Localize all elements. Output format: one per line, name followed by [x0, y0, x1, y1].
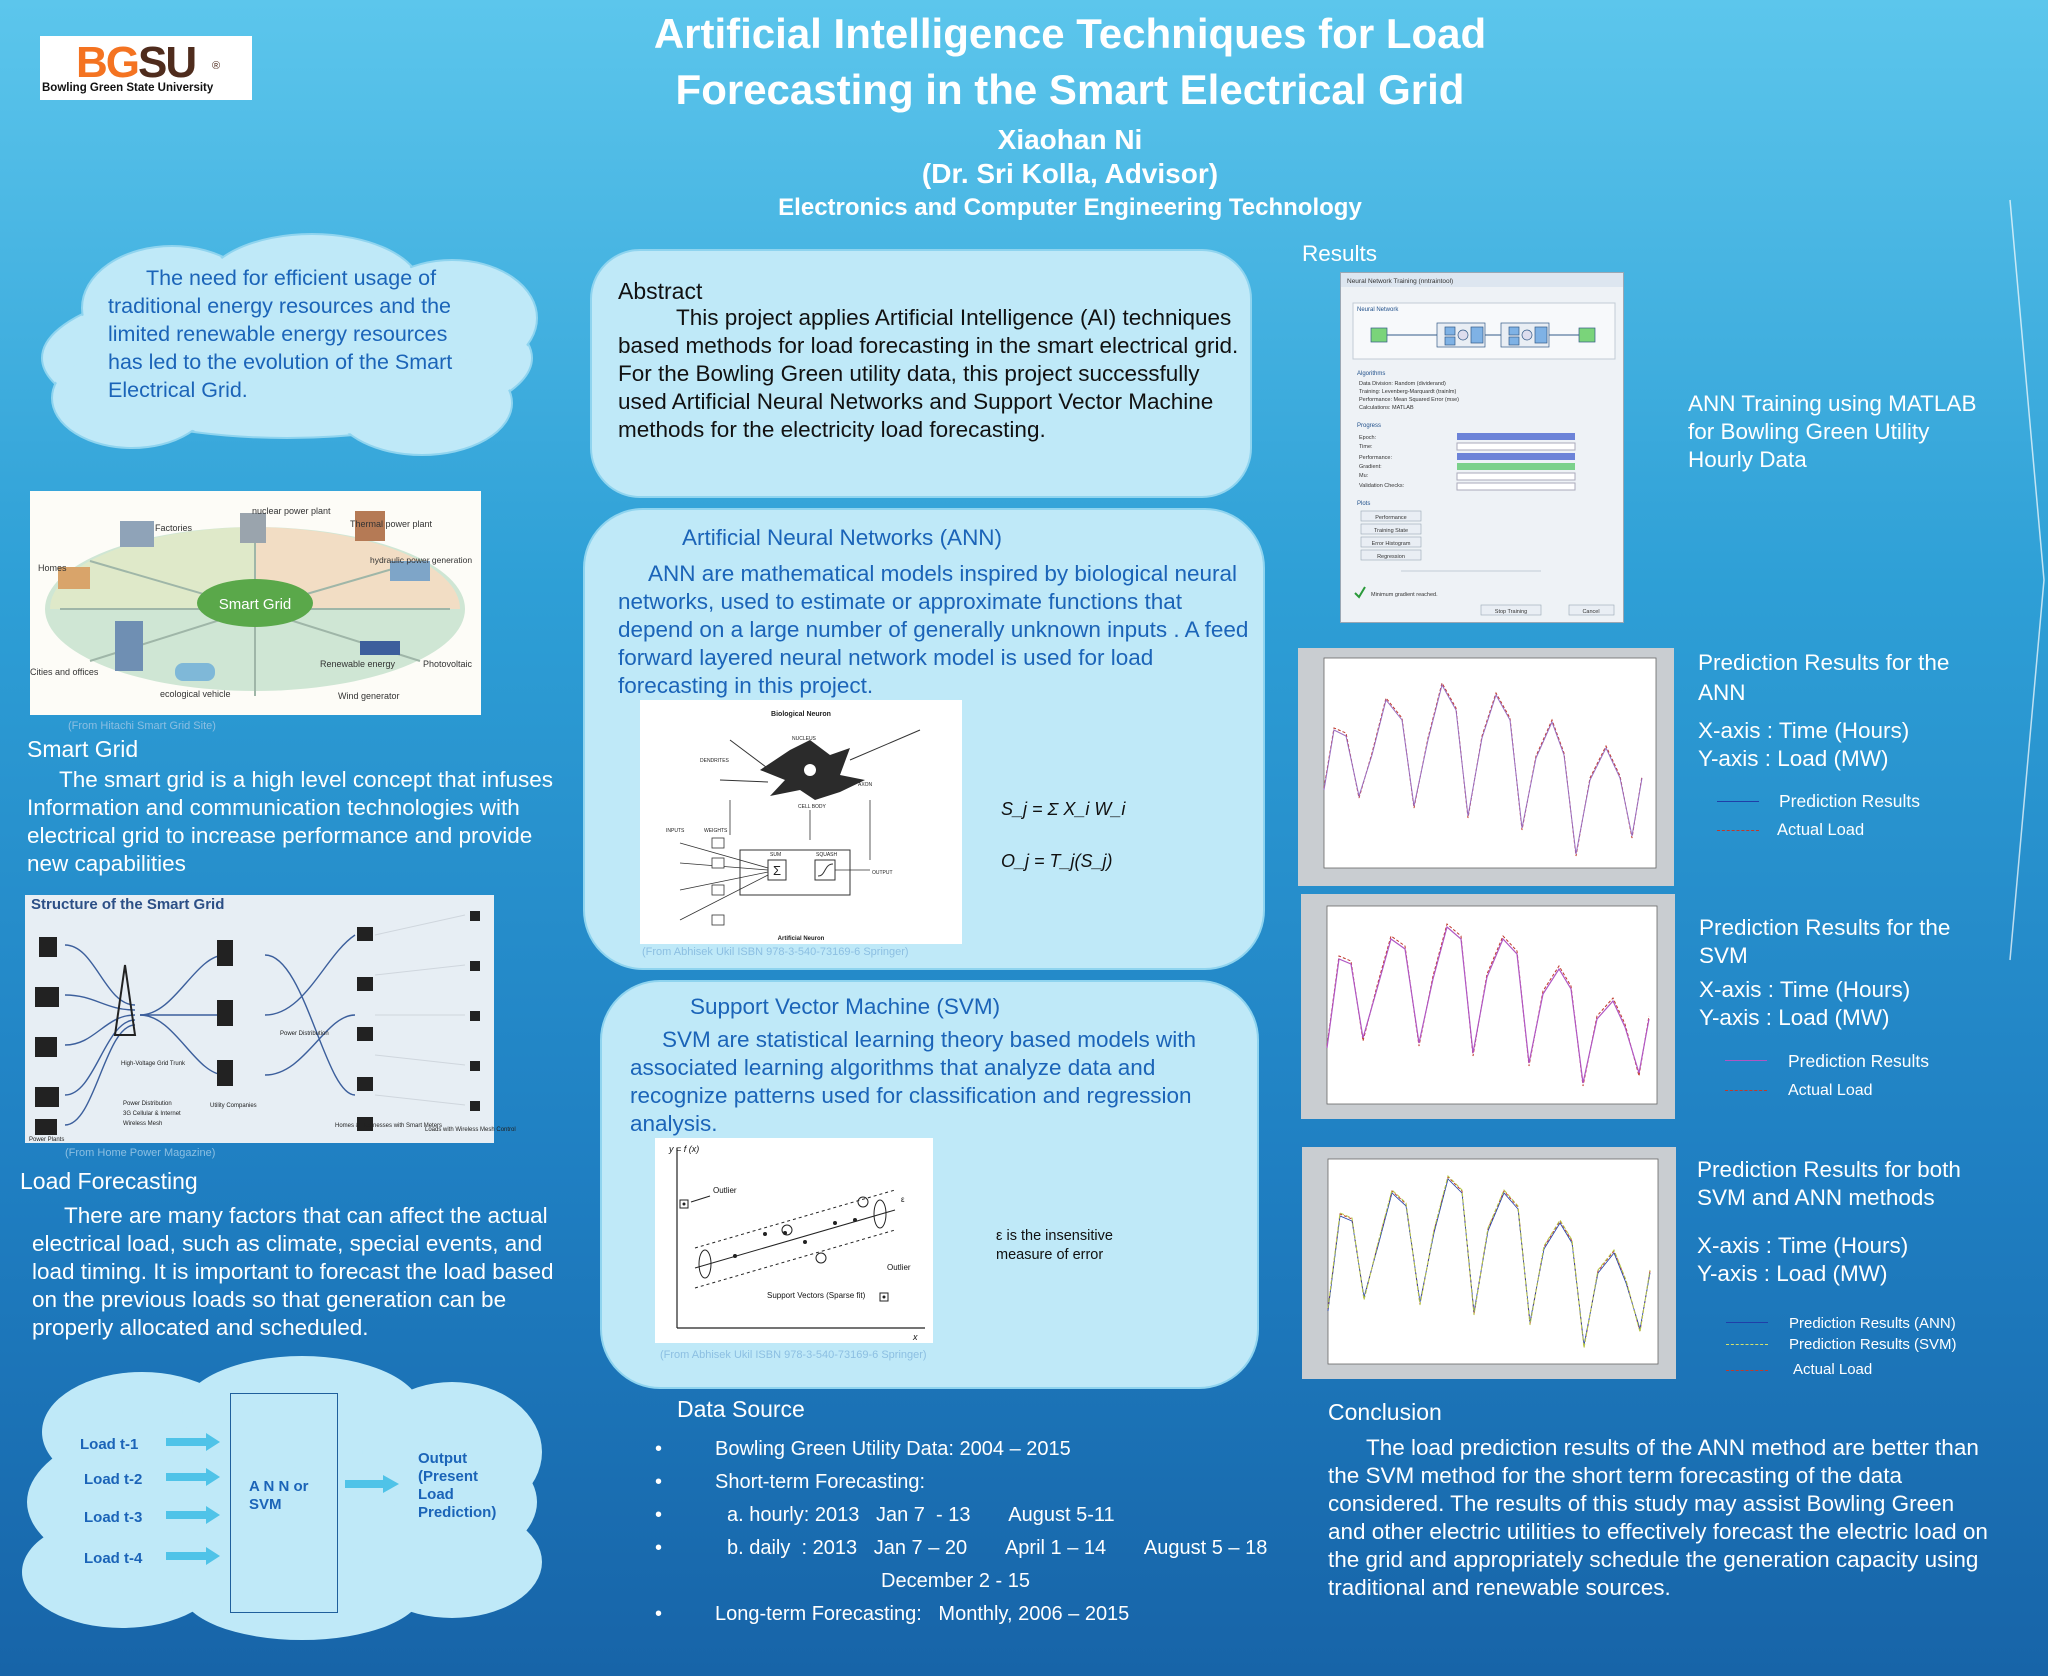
both-legend-ann-label: Prediction Results (ANN) — [1789, 1315, 1956, 1332]
svg-text:ε: ε — [901, 1195, 905, 1204]
svg-text:Wireless Mesh: Wireless Mesh — [123, 1121, 163, 1127]
svg-text:CELL BODY: CELL BODY — [798, 804, 826, 810]
svm-plot-yaxis: Y-axis : Load (MW) — [1699, 1005, 1890, 1030]
svm-epsilon-note: ε is the insensitive measure of error — [996, 1228, 1113, 1263]
svm-figure-caption: (From Abhisek Ukil ISBN 978-3-540-73169-6 Springer) — [660, 1349, 927, 1361]
input-label-1: Load t-1 — [80, 1436, 139, 1453]
structure-illustration — [25, 895, 516, 1143]
svg-text:Plots: Plots — [1357, 501, 1371, 507]
svg-text:Homes & Businesses with Smart: Homes & Businesses with Smart Meters — [335, 1123, 443, 1129]
svg-text:Biological Neuron: Biological Neuron — [771, 711, 831, 718]
data-source-item: December 2 - 15 — [881, 1570, 1030, 1592]
smart-grid-illustration — [30, 491, 481, 715]
abstract-body: This project applies Artificial Intelligence (AI) techniques based methods for load forecasting in the smart electrical grid. For the Bowling Green utility data, this project successfully used Artificial Neural Networks and Support Vector Machine methods for the electricity load forecasting. — [618, 305, 1239, 442]
svg-text:Time:: Time: — [1359, 444, 1373, 450]
svg-text:Algorithms: Algorithms — [1357, 371, 1386, 377]
svg-text:DENDRITES: DENDRITES — [700, 758, 729, 764]
svg-text:Mu:: Mu: — [1359, 473, 1369, 479]
svg-text:ecological vehicle: ecological vehicle — [160, 689, 231, 699]
structure-figure — [25, 895, 516, 1143]
svg-text:3G Cellular & Internet: 3G Cellular & Internet — [123, 1111, 181, 1117]
svg-text:Error Histogram: Error Histogram — [1371, 541, 1411, 547]
svg-text:Loads with Wireless Mesh Contr: Loads with Wireless Mesh Control — [425, 1127, 516, 1133]
intro-text: The need for efficient usage of traditional energy resources and the limited renewable energy resources has led to the evolution of the Smart Electrical Grid. — [108, 266, 453, 402]
conclusion-body: The load prediction results of the ANN method are better than the SVM method for the short term forecasting of the data considered. The results of this study may assist Bowling Green and other electric utilities to effectively forecast the electric load on the grid and appropriately schedule the generation capacity using traditional and renewable sources. — [1328, 1435, 1988, 1600]
svm-plot-frame — [1301, 894, 1675, 1119]
svg-text:Cancel: Cancel — [1582, 609, 1600, 615]
svg-text:WEIGHTS: WEIGHTS — [704, 828, 728, 834]
svg-text:Epoch:: Epoch: — [1359, 435, 1377, 441]
both-plot — [1328, 1159, 1658, 1364]
svm-legend-pred-swatch — [1725, 1060, 1767, 1061]
smart-grid-figure-caption: (From Hitachi Smart Grid Site) — [68, 720, 216, 732]
svg-text:Factories: Factories — [155, 523, 193, 533]
input-arrows — [160, 1430, 230, 1570]
svg-text:Regression: Regression — [1377, 554, 1405, 560]
ann-plot-frame — [1298, 648, 1674, 886]
svg-text:Artificial Neuron: Artificial Neuron — [777, 936, 825, 942]
structure-figure-caption: (From Home Power Magazine) — [65, 1147, 216, 1159]
svg-text:Performance: Performance — [1375, 515, 1407, 521]
load-forecasting-body: There are many factors that can affect the actual electrical load, such as climate, special events, and load timing. It is important to forecast the load based on the previous loads so that generation can be properly allocated and scheduled. — [32, 1203, 554, 1340]
ann-figure-caption: (From Abhisek Ukil ISBN 978-3-540-73169-6 Springer) — [642, 946, 909, 958]
smart-grid-heading: Smart Grid — [27, 736, 139, 762]
both-plot-yaxis: Y-axis : Load (MW) — [1697, 1261, 1888, 1286]
both-legend-svm-label: Prediction Results (SVM) — [1789, 1336, 1957, 1353]
ann-plot-title: Prediction Results for the ANN — [1698, 650, 1950, 705]
svg-text:x: x — [913, 1332, 918, 1342]
svg-text:Training State: Training State — [1373, 528, 1409, 534]
svg-text:Cities and offices: Cities and offices — [30, 667, 99, 677]
input-label-2: Load t-2 — [84, 1471, 143, 1488]
ann-body: ANN are mathematical models inspired by biological neural networks, used to estimate or approximate functions that depend on a large number of generally unknown inputs . A feed forward layered neural network model is used for load forecasting in this project. — [618, 561, 1249, 698]
svg-text:Thermal power plant: Thermal power plant — [350, 519, 433, 529]
svm-figure — [655, 1138, 933, 1343]
logo-university-name: Bowling Green State University — [42, 82, 214, 94]
ann-plot-xaxis: X-axis : Time (Hours) — [1698, 718, 1910, 743]
both-legend-actual-label: Actual Load — [1793, 1361, 1873, 1378]
svg-text:NUCLEUS: NUCLEUS — [792, 736, 816, 742]
matlab-window-body — [1341, 273, 1623, 622]
svg-text:nuclear power plant: nuclear power plant — [252, 506, 331, 516]
smart-grid-body: The smart grid is a high level concept that infuses Information and communication technologies with electrical grid to increase performance and provide new capabilities — [27, 767, 554, 876]
output-arrow — [345, 1472, 403, 1496]
svg-text:Utility Companies: Utility Companies — [210, 1103, 257, 1109]
model-label: A N N or SVM — [249, 1478, 309, 1513]
both-legend-actual-swatch — [1726, 1370, 1768, 1371]
svg-text:Calculations: MATLAB: Calculations: MATLAB — [1359, 405, 1414, 411]
svg-text:SQUASH: SQUASH — [816, 852, 838, 858]
svm-plot — [1327, 906, 1657, 1104]
grid-center-label: Smart Grid — [218, 596, 292, 613]
load-forecasting-heading: Load Forecasting — [20, 1168, 198, 1194]
matlab-caption: ANN Training using MATLAB for Bowling Green Utility Hourly Data — [1688, 391, 1977, 472]
svg-text:Neural Network: Neural Network — [1357, 307, 1399, 313]
title-line-1: Artificial Intelligence Techniques for Load — [653, 10, 1487, 57]
svg-text:Minimum gradient reached.: Minimum gradient reached. — [1371, 592, 1438, 598]
svm-legend-actual-swatch — [1725, 1090, 1767, 1091]
svg-text:Renewable energy: Renewable energy — [320, 659, 396, 669]
svm-body: SVM are statistical learning theory based models with associated learning algorithms that analyze data and recognize patterns used for classification and regression analysis. — [630, 1027, 1197, 1136]
data-source-item: • Bowling Green Utility Data: 2004 – 2015 — [655, 1438, 1071, 1460]
poster-title — [560, 6, 1580, 118]
svm-legend-pred-label: Prediction Results — [1788, 1051, 1930, 1071]
svm-heading: Support Vector Machine (SVM) — [690, 994, 1001, 1019]
smart-grid-figure — [30, 491, 481, 715]
both-plot-title: Prediction Results for both SVM and ANN methods — [1697, 1157, 1961, 1210]
ann-heading: Artificial Neural Networks (ANN) — [682, 525, 1003, 550]
svg-text:INPUTS: INPUTS — [666, 828, 685, 834]
output-label: Output (Present Load Prediction) — [418, 1450, 497, 1521]
svm-plot-xaxis: X-axis : Time (Hours) — [1699, 977, 1911, 1002]
svg-text:Stop Training: Stop Training — [1494, 609, 1528, 615]
conclusion-heading: Conclusion — [1328, 1399, 1442, 1425]
svg-text:High-Voltage Grid Trunk: High-Voltage Grid Trunk — [121, 1061, 186, 1067]
svg-text:Structure of the Smart Grid: Structure of the Smart Grid — [31, 896, 225, 913]
svg-text:Training: Levenberg-Marquardt: Training: Levenberg-Marquardt (trainlm) — [1359, 389, 1457, 395]
ann-plot-yaxis: Y-axis : Load (MW) — [1698, 746, 1889, 771]
svg-text:Support Vectors (Sparse fit): Support Vectors (Sparse fit) — [767, 1291, 866, 1300]
matlab-window — [1340, 272, 1624, 623]
logo-registered: ® — [212, 60, 221, 72]
svg-text:AXON: AXON — [858, 782, 873, 788]
svg-text:Outlier: Outlier — [713, 1186, 737, 1195]
svg-text:Σ: Σ — [772, 863, 782, 878]
svg-text:Data Division: Random (divid: Data Division: Random (dividerand) — [1359, 381, 1446, 387]
ann-legend-actual-label: Actual Load — [1777, 821, 1865, 839]
svg-text:Power Distribution: Power Distribution — [123, 1101, 172, 1107]
svg-text:Validation Checks:: Validation Checks: — [1359, 483, 1405, 489]
data-source-heading: Data Source — [677, 1396, 805, 1422]
svg-text:Photovoltaic: Photovoltaic — [423, 659, 473, 669]
svg-text:Power Plants: Power Plants — [29, 1137, 65, 1143]
data-source-item: • Long-term Forecasting: Monthly, 2006 – 2015 — [655, 1603, 1130, 1625]
data-source-item: • a. hourly: 2013 Jan 7 - 13 August 5-11 — [655, 1504, 1115, 1526]
both-plot-frame — [1302, 1147, 1676, 1379]
bgsu-logo — [40, 36, 252, 100]
svm-plot-title: Prediction Results for the SVM — [1699, 915, 1951, 968]
results-heading: Results — [1302, 241, 1378, 266]
data-source-list — [655, 1433, 1267, 1631]
svg-text:Power Distribution: Power Distribution — [280, 1031, 329, 1037]
data-source-item: • b. daily : 2013 Jan 7 – 20 April 1 – 14 August 5 – 18 — [655, 1537, 1268, 1559]
svg-text:Wind generator: Wind generator — [338, 691, 400, 701]
title-line-2: Forecasting in the Smart Electrical Grid — [675, 66, 1465, 113]
svg-text:Neural Network Training (nntra: Neural Network Training (nntraintool) — [1347, 278, 1454, 285]
svg-text:Progress: Progress — [1357, 423, 1382, 429]
svg-text:Performance: Mean Squared Err: Performance: Mean Squared Error (mse) — [1359, 397, 1459, 403]
ann-equations — [995, 785, 1125, 885]
chevron-decoration-icon — [2010, 200, 2046, 960]
advisor-name: (Dr. Sri Kolla, Advisor) — [921, 158, 1219, 189]
svg-text:Homes: Homes — [38, 563, 67, 573]
logo-mark: BGSU — [76, 38, 196, 87]
svm-illustration — [655, 1138, 933, 1343]
ann-legend-actual-swatch — [1717, 830, 1759, 831]
svm-legend-actual-label: Actual Load — [1788, 1082, 1873, 1099]
ann-legend-pred-label: Prediction Results — [1779, 791, 1921, 811]
both-plot-xaxis: X-axis : Time (Hours) — [1697, 1233, 1909, 1258]
data-source-item: • Short-term Forecasting: — [655, 1471, 926, 1493]
svg-text:SUM: SUM — [770, 852, 782, 858]
ann-plot — [1324, 658, 1656, 868]
input-label-4: Load t-4 — [84, 1550, 143, 1567]
author-name: Xiaohan Ni — [997, 124, 1143, 155]
svg-text:Gradient:: Gradient: — [1359, 464, 1382, 470]
svg-text:OUTPUT: OUTPUT — [872, 870, 893, 876]
neuron-figure — [640, 700, 962, 944]
input-label-3: Load t-3 — [84, 1509, 143, 1526]
both-legend-svm-swatch — [1726, 1344, 1768, 1345]
svg-text:hydraulic power generation: hydraulic power generation — [370, 555, 473, 565]
abstract-heading: Abstract — [618, 278, 703, 304]
svg-text:y = f (x): y = f (x) — [669, 1144, 700, 1154]
svg-text:O_j = T_j(S_j): O_j = T_j(S_j) — [1001, 851, 1113, 871]
department: Electronics and Computer Engineering Technology — [778, 194, 1362, 221]
svg-text:Outlier: Outlier — [887, 1263, 911, 1272]
ann-legend-pred-swatch — [1717, 801, 1759, 802]
svg-text:S_j = Σ X_i W_i: S_j = Σ X_i W_i — [1001, 799, 1126, 819]
neuron-illustration — [640, 700, 962, 944]
both-legend-ann-swatch — [1726, 1322, 1768, 1323]
svg-text:Performance:: Performance: — [1359, 455, 1393, 461]
